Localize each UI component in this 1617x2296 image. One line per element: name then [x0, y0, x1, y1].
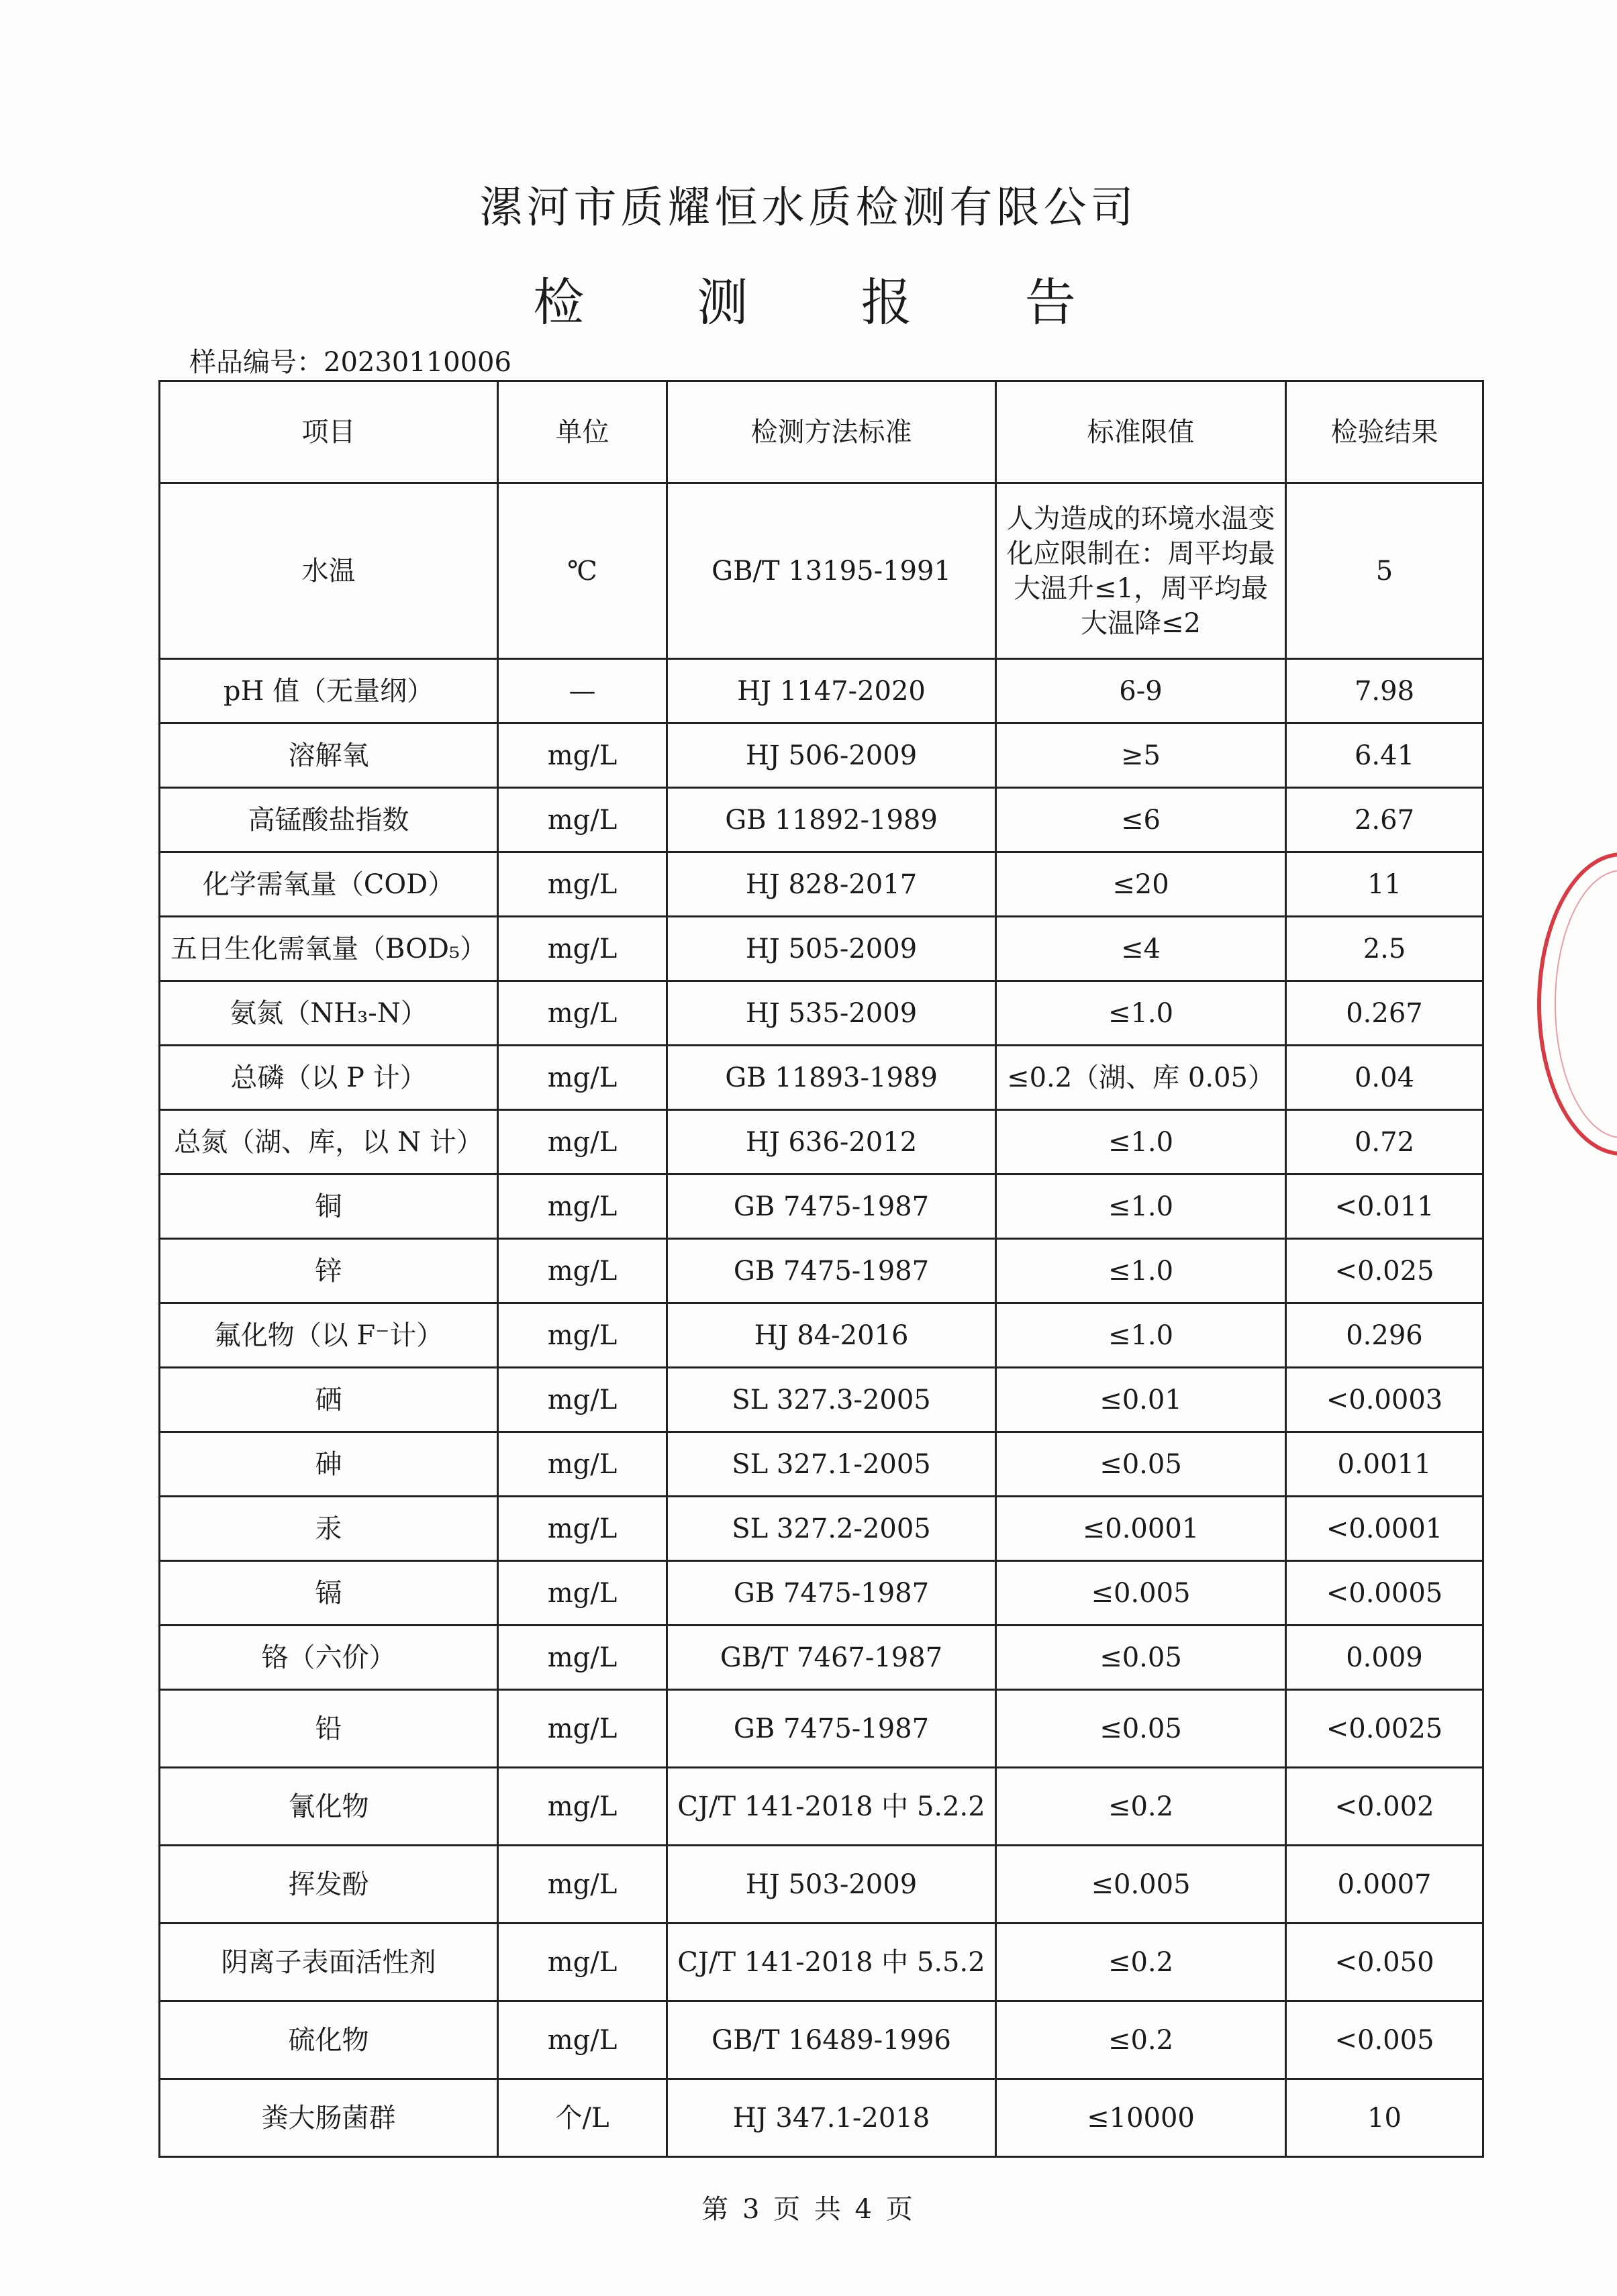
cell-item: 五日生化需氧量（BOD₅）	[160, 917, 498, 981]
cell-method: GB 7475-1987	[667, 1175, 996, 1239]
cell-item: 氰化物	[160, 1768, 498, 1846]
table-row	[160, 659, 1483, 723]
table-row	[160, 1239, 1483, 1303]
cell-item: 化学需氧量（COD）	[160, 852, 498, 917]
cell-limit: 人为造成的环境水温变化应限制在：周平均最大温升≤1，周平均最大温降≤2	[996, 483, 1286, 659]
cell-item: 总氮（湖、库，以 N 计）	[160, 1110, 498, 1175]
table-row	[160, 981, 1483, 1046]
header-item: 项目	[160, 381, 498, 483]
cell-result: <0.002	[1286, 1768, 1483, 1846]
cell-item: 镉	[160, 1561, 498, 1626]
company-name: 漯河市质耀恒水质检测有限公司	[479, 183, 1138, 233]
cell-limit: ≤1.0	[996, 1239, 1286, 1303]
page-number: 第 3 页 共 4 页	[701, 2194, 916, 2225]
cell-method: CJ/T 141-2018 中 5.5.2	[667, 1924, 996, 2001]
cell-method: HJ 503-2009	[667, 1846, 996, 1924]
cell-limit: ≤0.05	[996, 1626, 1286, 1690]
cell-item: pH 值（无量纲）	[160, 659, 498, 723]
table-row	[160, 723, 1483, 788]
cell-result: 0.267	[1286, 981, 1483, 1046]
cell-method: HJ 84-2016	[667, 1303, 996, 1368]
cell-limit: ≤0.05	[996, 1432, 1286, 1497]
cell-item: 挥发酚	[160, 1846, 498, 1924]
cell-limit: ≤0.05	[996, 1690, 1286, 1768]
table-row	[160, 917, 1483, 981]
cell-result: <0.005	[1286, 2001, 1483, 2079]
cell-limit: ≤0.01	[996, 1368, 1286, 1432]
header-unit: 单位	[498, 381, 667, 483]
table-row	[160, 1303, 1483, 1368]
table-row	[160, 1175, 1483, 1239]
cell-result: 0.0011	[1286, 1432, 1483, 1497]
header-limit: 标准限值	[996, 381, 1286, 483]
cell-method: HJ 828-2017	[667, 852, 996, 917]
cell-limit: ≤0.0001	[996, 1497, 1286, 1561]
cell-limit: ≤1.0	[996, 1110, 1286, 1175]
cell-method: HJ 506-2009	[667, 723, 996, 788]
cell-unit: mg/L	[498, 1368, 667, 1432]
cell-result: 2.67	[1286, 788, 1483, 852]
table-row	[160, 1846, 1483, 1924]
cell-limit: ≤0.2	[996, 2001, 1286, 2079]
sample-number: 样品编号：20230110006	[189, 347, 511, 378]
cell-limit: ≤0.2	[996, 1924, 1286, 2001]
cell-unit: ℃	[498, 483, 667, 659]
cell-unit: mg/L	[498, 1690, 667, 1768]
cell-limit: 6-9	[996, 659, 1286, 723]
cell-limit: ≤1.0	[996, 981, 1286, 1046]
cell-method: GB/T 7467-1987	[667, 1626, 996, 1690]
table-row	[160, 2079, 1483, 2157]
table-row	[160, 1690, 1483, 1768]
cell-result: 5	[1286, 483, 1483, 659]
cell-method: SL 327.3-2005	[667, 1368, 996, 1432]
cell-method: HJ 505-2009	[667, 917, 996, 981]
cell-method: SL 327.2-2005	[667, 1497, 996, 1561]
table-row	[160, 1432, 1483, 1497]
cell-result: <0.011	[1286, 1175, 1483, 1239]
cell-limit: ≤0.2	[996, 1768, 1286, 1846]
table-row	[160, 852, 1483, 917]
cell-item: 溶解氧	[160, 723, 498, 788]
cell-unit: mg/L	[498, 1497, 667, 1561]
cell-item: 水温	[160, 483, 498, 659]
cell-result: 10	[1286, 2079, 1483, 2157]
cell-method: GB 7475-1987	[667, 1561, 996, 1626]
cell-unit: —	[498, 659, 667, 723]
cell-item: 砷	[160, 1432, 498, 1497]
cell-unit: 个/L	[498, 2079, 667, 2157]
cell-unit: mg/L	[498, 1432, 667, 1497]
cell-item: 铅	[160, 1690, 498, 1768]
cell-limit: ≥5	[996, 723, 1286, 788]
cell-method: HJ 636-2012	[667, 1110, 996, 1175]
cell-result: <0.025	[1286, 1239, 1483, 1303]
cell-item: 硫化物	[160, 2001, 498, 2079]
table-row	[160, 1368, 1483, 1432]
cell-unit: mg/L	[498, 1768, 667, 1846]
cell-unit: mg/L	[498, 1846, 667, 1924]
cell-limit: ≤6	[996, 788, 1286, 852]
table-row	[160, 1110, 1483, 1175]
cell-unit: mg/L	[498, 1303, 667, 1368]
cell-result: <0.0005	[1286, 1561, 1483, 1626]
cell-item: 硒	[160, 1368, 498, 1432]
table-row	[160, 1046, 1483, 1110]
cell-result: 0.72	[1286, 1110, 1483, 1175]
cell-result: 0.296	[1286, 1303, 1483, 1368]
cell-item: 锌	[160, 1239, 498, 1303]
table-row	[160, 1768, 1483, 1846]
cell-unit: mg/L	[498, 981, 667, 1046]
cell-result: 2.5	[1286, 917, 1483, 981]
cell-limit: ≤10000	[996, 2079, 1286, 2157]
cell-result: 0.009	[1286, 1626, 1483, 1690]
cell-item: 总磷（以 P 计）	[160, 1046, 498, 1110]
cell-method: GB/T 16489-1996	[667, 2001, 996, 2079]
cell-unit: mg/L	[498, 917, 667, 981]
cell-limit: ≤1.0	[996, 1303, 1286, 1368]
cell-result: <0.050	[1286, 1924, 1483, 2001]
cell-result: <0.0025	[1286, 1690, 1483, 1768]
cell-method: CJ/T 141-2018 中 5.2.2	[667, 1768, 996, 1846]
cell-item: 铬（六价）	[160, 1626, 498, 1690]
table-row	[160, 1924, 1483, 2001]
cell-method: SL 327.1-2005	[667, 1432, 996, 1497]
cell-unit: mg/L	[498, 1626, 667, 1690]
cell-result: 0.0007	[1286, 1846, 1483, 1924]
cell-method: GB 11892-1989	[667, 788, 996, 852]
cell-method: GB 7475-1987	[667, 1239, 996, 1303]
seal-inner-ring	[1555, 870, 1617, 1138]
table-row	[160, 1497, 1483, 1561]
cell-unit: mg/L	[498, 723, 667, 788]
table-row	[160, 1561, 1483, 1626]
cell-unit: mg/L	[498, 1239, 667, 1303]
cell-result: 6.41	[1286, 723, 1483, 788]
cell-unit: mg/L	[498, 852, 667, 917]
cell-limit: ≤0.005	[996, 1846, 1286, 1924]
cell-item: 氨氮（NH₃-N）	[160, 981, 498, 1046]
cell-result: 0.04	[1286, 1046, 1483, 1110]
header-method: 检测方法标准	[667, 381, 996, 483]
cell-item: 粪大肠菌群	[160, 2079, 498, 2157]
table-header-row	[160, 381, 1483, 483]
cell-method: GB 7475-1987	[667, 1690, 996, 1768]
table-row	[160, 2001, 1483, 2079]
cell-method: HJ 535-2009	[667, 981, 996, 1046]
cell-result: 7.98	[1286, 659, 1483, 723]
cell-unit: mg/L	[498, 1046, 667, 1110]
cell-limit: ≤0.2（湖、库 0.05）	[996, 1046, 1286, 1110]
cell-method: HJ 347.1-2018	[667, 2079, 996, 2157]
cell-method: HJ 1147-2020	[667, 659, 996, 723]
cell-method: GB 11893-1989	[667, 1046, 996, 1110]
cell-item: 氟化物（以 F⁻计）	[160, 1303, 498, 1368]
cell-method: GB/T 13195-1991	[667, 483, 996, 659]
header-result: 检验结果	[1286, 381, 1483, 483]
cell-item: 汞	[160, 1497, 498, 1561]
cell-limit: ≤0.005	[996, 1561, 1286, 1626]
cell-result: 11	[1286, 852, 1483, 917]
report-table	[158, 380, 1484, 2158]
table-row	[160, 1626, 1483, 1690]
cell-limit: ≤20	[996, 852, 1286, 917]
cell-item: 高锰酸盐指数	[160, 788, 498, 852]
cell-limit: ≤1.0	[996, 1175, 1286, 1239]
cell-unit: mg/L	[498, 1175, 667, 1239]
cell-result: <0.0003	[1286, 1368, 1483, 1432]
cell-result: <0.0001	[1286, 1497, 1483, 1561]
cell-unit: mg/L	[498, 1924, 667, 2001]
cell-unit: mg/L	[498, 1561, 667, 1626]
cell-item: 铜	[160, 1175, 498, 1239]
report-title: 检 测 报 告	[533, 272, 1124, 332]
cell-unit: mg/L	[498, 788, 667, 852]
cell-unit: mg/L	[498, 2001, 667, 2079]
cell-limit: ≤4	[996, 917, 1286, 981]
company-seal	[1537, 852, 1617, 1156]
cell-item: 阴离子表面活性剂	[160, 1924, 498, 2001]
table-row	[160, 788, 1483, 852]
cell-unit: mg/L	[498, 1110, 667, 1175]
table-row	[160, 483, 1483, 659]
